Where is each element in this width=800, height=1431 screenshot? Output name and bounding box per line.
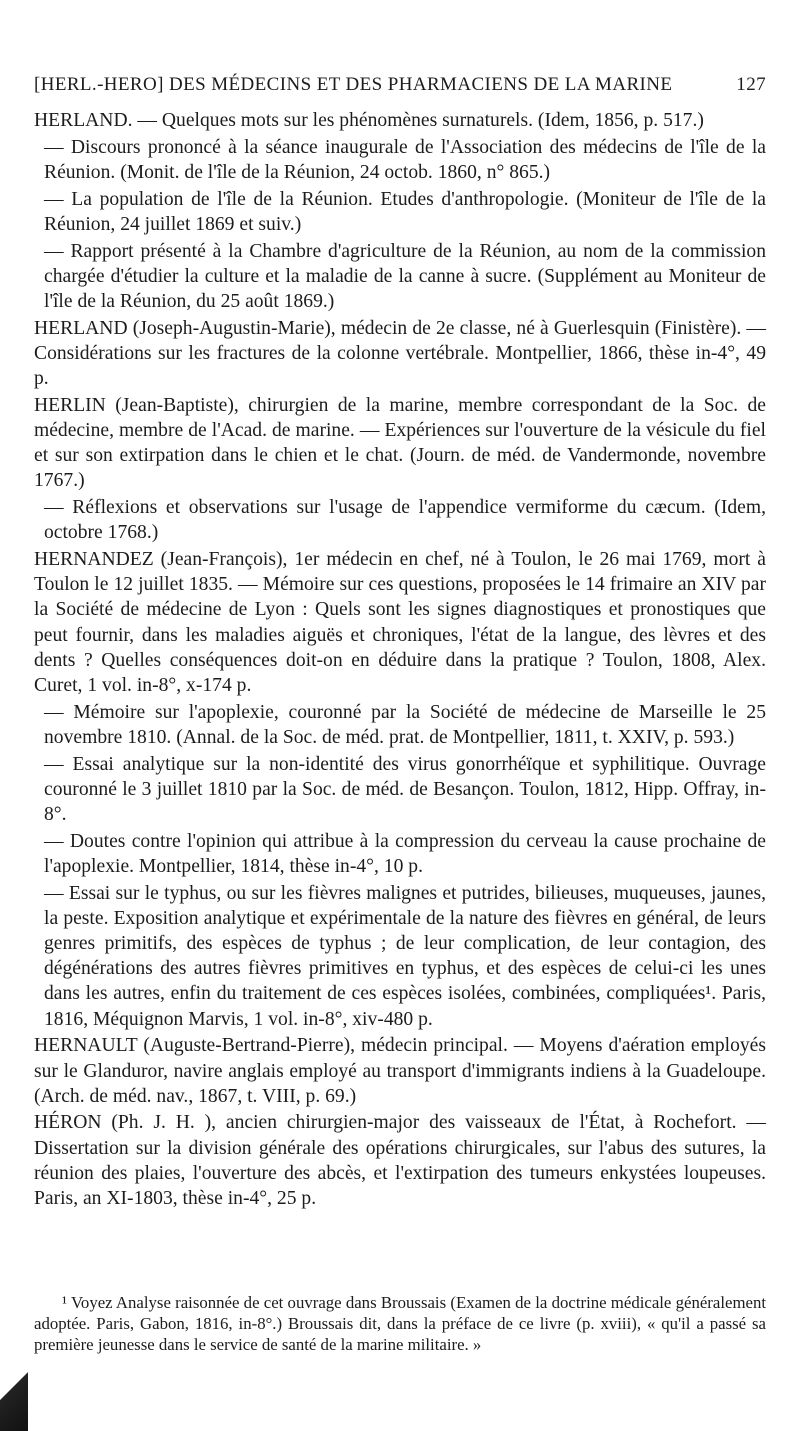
bibliography-entries (34, 108, 766, 1211)
entry-herland-4: — Rapport présenté à la Chambre d'agriculture de la Réunion, au nom de la commission chargée d'étudier la culture et la maladie de la canne à sucre. (Supplément au Moniteur de l'île de la Réunion, du 25 août 1869.) (44, 240, 766, 312)
scan-shadow (0, 1360, 28, 1431)
running-head: [HERL.-HERO] DES MÉDECINS ET DES PHARMACIENS DE LA MARINE (34, 74, 673, 95)
entry-herland-joseph: HERLAND (Joseph-Augustin-Marie), médecin de 2e classe, né à Guerlesquin (Finistère). — Considérations sur les fractures de la colonne vertébrale. Montpellier, 1866, thèse in-4°, 49 p. (34, 317, 766, 390)
entry-hernandez-4: — Doutes contre l'opinion qui attribue à la compression du cerveau la cause prochaine de l'apoplexie. Montpellier, 1814, thèse in-4°, 10 p. (44, 830, 766, 877)
entry-hernandez-2: — Mémoire sur l'apoplexie, couronné par la Société de médecine de Marseille le 25 novembre 1810. (Annal. de la Soc. de méd. prat. de Montpellier, 1811, t. XXIV, p. 593.) (44, 701, 766, 748)
entry-heron: HÉRON (Ph. J. H. ), ancien chirurgien-major des vaisseaux de l'État, à Rochefort. — Dissertation sur la division générale des opérations chirurgicales, sur l'abus des sutures, la réunion des plaies, l'ouverture des abcès, et l'extirpation des tumeurs enkystées loupeuses. Paris, an XI-1803, thèse in-4°, 25 p. (34, 1112, 766, 1210)
entry-hernault: HERNAULT (Auguste-Bertrand-Pierre), médecin principal. — Moyens d'aération employés sur le Glanduror, navire anglais employé au transport d'immigrants indiens à la Guadeloupe. (Arch. de méd. nav., 1867, t. VIII, p. 69.) (34, 1035, 766, 1107)
document-page (34, 74, 766, 1213)
entry-herlin-2: — Réflexions et observations sur l'usage de l'appendice vermiforme du cæcum. (Idem, octobre 1768.) (44, 497, 766, 544)
footnote-1: ¹ Voyez Analyse raisonnée de cet ouvrage dans Broussais (Examen de la doctrine médicale généralement adoptée. Paris, Gabon, 1816, in-8°.) Broussais dit, dans la préface de ce livre (p. xviii), « qu'il a passé sa première jeunesse dans le service de santé de la marine militaire. » (34, 1293, 766, 1354)
entry-herland-2: — Discours prononcé à la séance inaugurale de l'Association des médecins de l'île de la Réunion. (Monit. de l'île de la Réunion, 24 octob. 1860, n° 865.) (44, 136, 766, 183)
entry-herland-3: — La population de l'île de la Réunion. Etudes d'anthropologie. (Moniteur de l'île de la Réunion, 24 juillet 1869 et suiv.) (44, 188, 766, 235)
entry-hernandez-1: HERNANDEZ (Jean-François), 1er médecin en chef, né à Toulon, le 26 mai 1769, mort à Toulon le 12 juillet 1835. — Mémoire sur ces questions, proposées le 14 frimaire an XIV par la Société de médecine de Lyon : Quels sont les signes diagnostiques et pronostiques que peut fournir, dans les maladies aiguës et chroniques, l'état de la langue, des lèvres et des dents ? Quelles conséquences doit-on en déduire dans la pratique ? Toulon, 1808, Alex. Curet, 1 vol. in-8°, x-174 p. (34, 548, 766, 696)
entry-hernandez-5: — Essai sur le typhus, ou sur les fièvres malignes et putrides, bilieuses, muqueuses, jaunes, la peste. Exposition analytique et expérimentale de la nature des fièvres en général, de leurs genres primitifs, des espèces de typhus ; de leur complication, de leur contagion, des dégénérations des autres fièvres primitives en typhus, et des espèces de celui-ci les unes dans les autres, enfin du traitement de ces espèces isolées, combinées, compliquées¹. Paris, 1816, Méquignon Marvis, 1 vol. in-8°, xiv-480 p. (44, 882, 766, 1030)
page-number: 127 (736, 74, 766, 95)
entry-herland-1: HERLAND. — Quelques mots sur les phénomènes surnaturels. (Idem, 1856, p. 517.) (34, 110, 704, 131)
footnotes (34, 1292, 766, 1355)
page-header (34, 74, 766, 102)
entry-herlin-1: HERLIN (Jean-Baptiste), chirurgien de la marine, membre correspondant de la Soc. de médecine, membre de l'Acad. de marine. — Expériences sur l'ouverture de la vésicule du fiel et sur son extirpation dans le chien et le chat. (Journ. de méd. de Vandermonde, novembre 1767.) (34, 394, 766, 492)
entry-hernandez-3: — Essai analytique sur la non-identité des virus gonorrhéïque et syphilitique. Ouvrage couronné le 3 juillet 1810 par la Soc. de méd. de Besançon. Toulon, 1812, Hipp. Offray, in-8°. (44, 753, 766, 825)
